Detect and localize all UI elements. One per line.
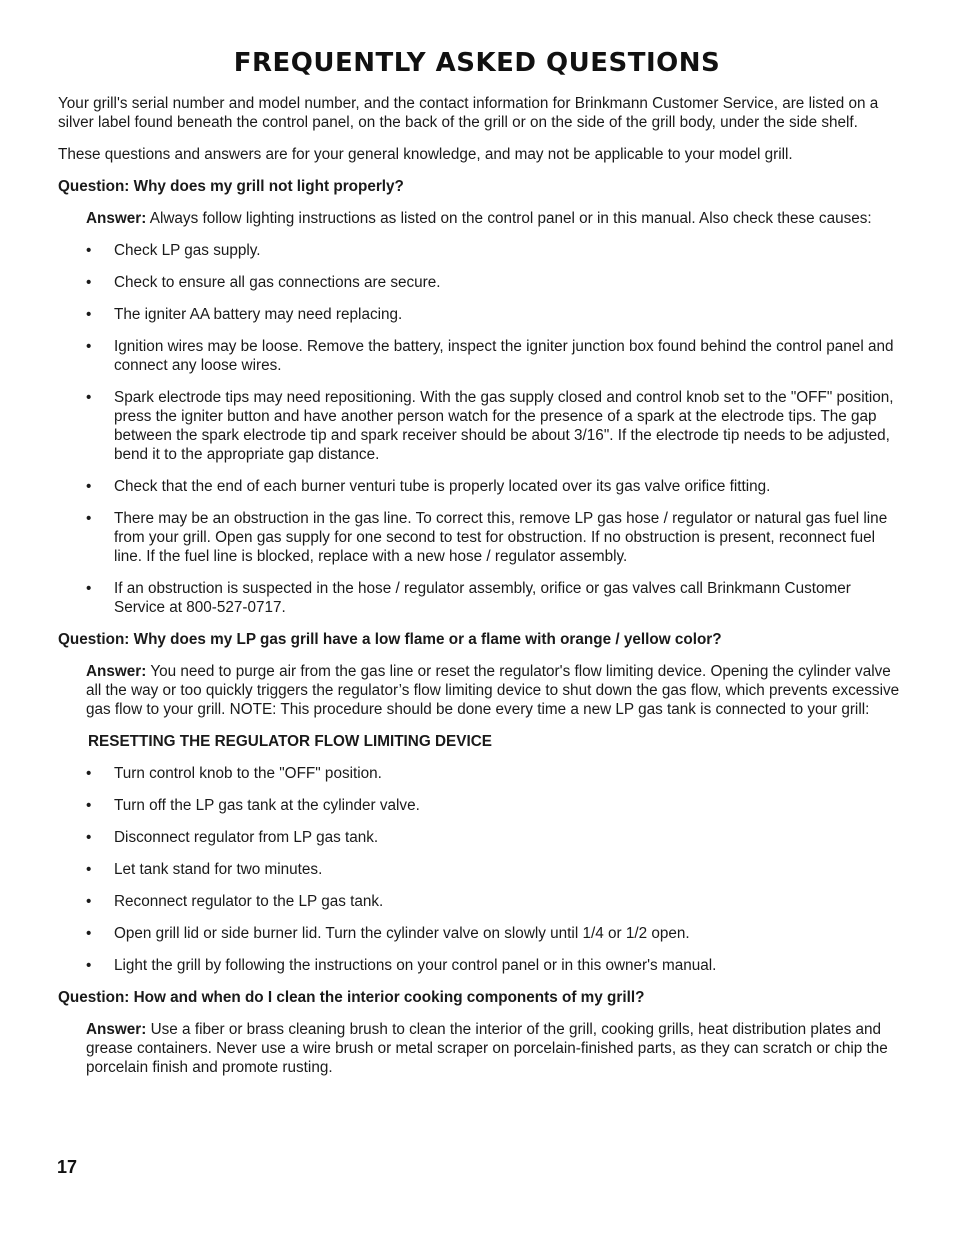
bullet-icon: •: [86, 957, 92, 974]
bullet-icon: •: [86, 797, 92, 814]
list-item-text: Turn control knob to the "OFF" position.: [114, 765, 382, 782]
list-item: [58, 892, 904, 911]
question-heading: Question: How and when do I clean the interior cooking components of my grill?: [58, 989, 645, 1006]
intro-paragraph: Your grill's serial number and model number, and the contact information for Brinkmann Customer Service, are listed on a silver label found beneath the control panel, on the back of the grill or on the side of the grill body, under the side shelf.: [58, 95, 879, 131]
answer-label: Answer:: [86, 1021, 147, 1038]
bullet-icon: •: [86, 389, 92, 406]
list-item-text: There may be an obstruction in the gas line. To correct this, remove LP gas hose / regulator or natural gas fuel line from your grill. Open gas supply for one second to test for obstruction. If no obstruction is present, reconnect fuel line. If the fuel line is blocked, replace with a new hose / regulator assembly.: [114, 510, 888, 565]
question-heading: Question: Why does my grill not light properly?: [58, 178, 404, 195]
list-item-text: Check that the end of each burner venturi tube is properly located over its gas valve orifice fitting.: [114, 478, 771, 495]
list-item: [58, 579, 904, 617]
bullet-icon: •: [86, 580, 92, 597]
answer-label: Answer:: [86, 210, 147, 227]
list-item-text: Open grill lid or side burner lid. Turn the cylinder valve on slowly until 1/4 or 1/2 open.: [114, 925, 690, 942]
list-item: [58, 305, 904, 324]
list-item: [58, 509, 904, 566]
bullet-icon: •: [86, 765, 92, 782]
list-item: [58, 860, 904, 879]
list-item-text: Check to ensure all gas connections are secure.: [114, 274, 441, 291]
list-item: [58, 956, 904, 975]
answer-text: Always follow lighting instructions as listed on the control panel or in this manual. Also check these causes:: [149, 210, 872, 227]
list-item: [58, 273, 904, 292]
bullet-icon: •: [86, 478, 92, 495]
list-item: [58, 477, 904, 496]
list-item-text: The igniter AA battery may need replacing.: [114, 306, 403, 323]
bullet-icon: •: [86, 274, 92, 291]
list-item: [58, 337, 904, 375]
list-item-text: Light the grill by following the instructions on your control panel or in this owner's manual.: [114, 957, 717, 974]
list-item: [58, 796, 904, 815]
list-item: [58, 828, 904, 847]
list-item-text: Check LP gas supply.: [114, 242, 261, 259]
page-title: FREQUENTLY ASKED QUESTIONS: [233, 48, 721, 78]
list-item: [58, 764, 904, 783]
bullet-icon: •: [86, 829, 92, 846]
faq-body: [58, 94, 904, 1090]
bullet-icon: •: [86, 242, 92, 259]
answer-paragraph: [86, 662, 904, 719]
list-item-text: Let tank stand for two minutes.: [114, 861, 323, 878]
answer-paragraph: [86, 1020, 904, 1077]
list-item-text: If an obstruction is suspected in the hose / regulator assembly, orifice or gas valves call Brinkmann Customer Service at 800-527-0717.: [114, 580, 851, 616]
bullet-icon: •: [86, 306, 92, 323]
question-heading: Question: Why does my LP gas grill have a low flame or a flame with orange / yellow color?: [58, 631, 722, 648]
list-item-text: Turn off the LP gas tank at the cylinder valve.: [114, 797, 420, 814]
list-item: [58, 924, 904, 943]
bullet-icon: •: [86, 925, 92, 942]
bullet-icon: •: [86, 338, 92, 355]
bullet-icon: •: [86, 893, 92, 910]
cause-list: [58, 241, 904, 617]
list-item-text: Reconnect regulator to the LP gas tank.: [114, 893, 384, 910]
bullet-icon: •: [86, 510, 92, 527]
list-item-text: Ignition wires may be loose. Remove the battery, inspect the igniter junction box found behind the control panel and connect any loose wires.: [114, 338, 894, 374]
list-item: [58, 388, 904, 464]
procedure-subheading: RESETTING THE REGULATOR FLOW LIMITING DEVICE: [88, 733, 492, 750]
bullet-icon: •: [86, 861, 92, 878]
list-item: [58, 241, 904, 260]
intro-paragraph: These questions and answers are for your general knowledge, and may not be applicable to your model grill.: [58, 146, 793, 163]
procedure-steps-list: [58, 764, 904, 975]
answer-text: Use a fiber or brass cleaning brush to clean the interior of the grill, cooking grills, heat distribution plates and grease containers. Never use a wire brush or metal scraper on porcelain-finished parts, as they can scratch or chip the porcelain finish and promote rusting.: [86, 1021, 888, 1076]
answer-text: You need to purge air from the gas line or reset the regulator's flow limiting device. Opening the cylinder valve all the way or too quickly triggers the regulator’s flow limiting device to shut down the gas flow, which prevents excessive gas flow to your grill. NOTE: This procedure should be done every time a new LP gas tank is connected to your grill:: [86, 663, 900, 718]
list-item-text: Disconnect regulator from LP gas tank.: [114, 829, 379, 846]
answer-paragraph: [86, 209, 904, 228]
page-number: 17: [57, 1157, 78, 1177]
list-item-text: Spark electrode tips may need repositioning. With the gas supply closed and control knob set to the "OFF" position, press the igniter button and have another person watch for the presence of a spark at the electrode tips. The gap between the spark electrode tip and spark receiver should be about 3/16". If the electrode tip needs to be adjusted, bend it to the appropriate gap distance.: [114, 389, 894, 463]
answer-label: Answer:: [86, 663, 147, 680]
